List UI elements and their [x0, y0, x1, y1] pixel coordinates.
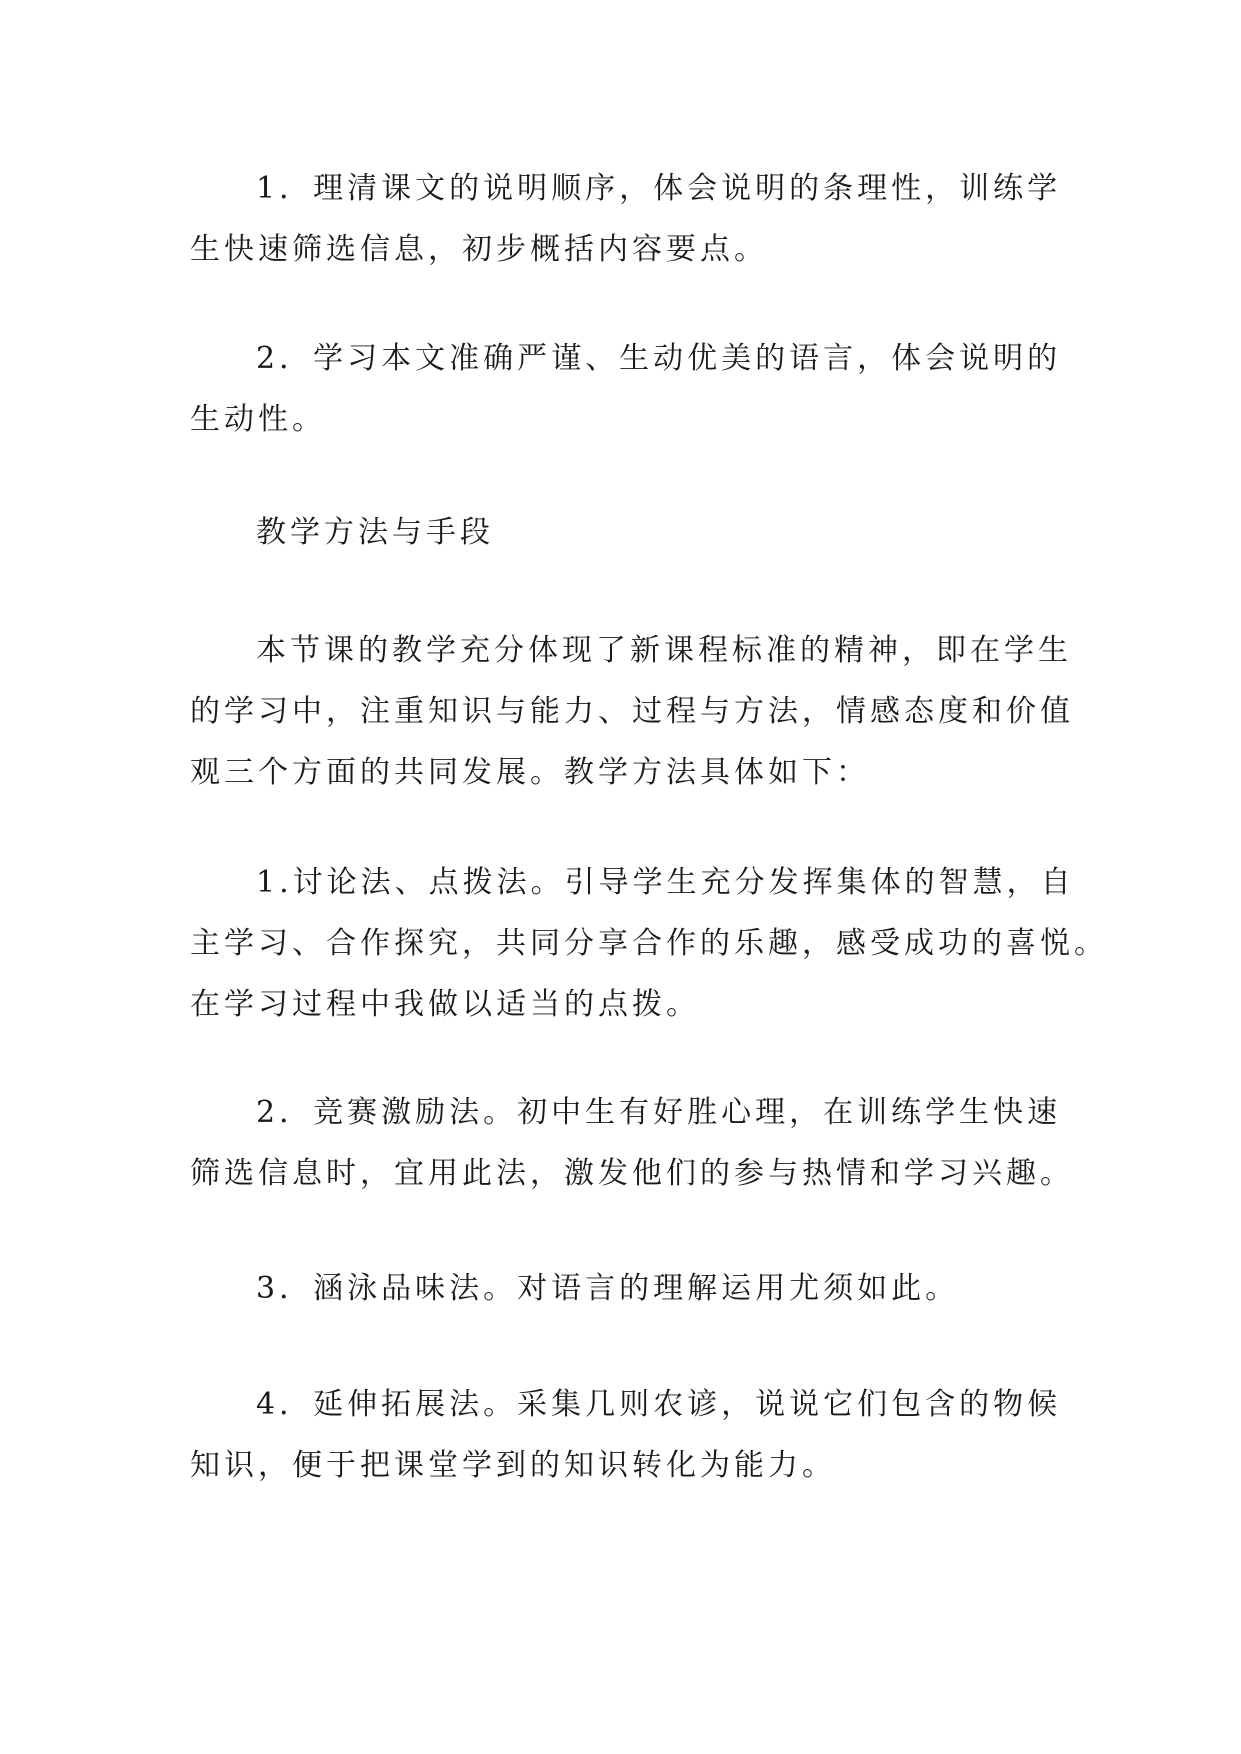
paragraph-line: 筛选信息时，宜用此法，激发他们的参与热情和学习兴趣。	[190, 1156, 1074, 1191]
paragraph-line: 1.讨论法、点拨法。引导学生充分发挥集体的智慧，自	[256, 865, 1075, 900]
paragraph-line: 生快速筛选信息，初步概括内容要点。	[190, 232, 768, 267]
paragraph-line: 生动性。	[190, 402, 326, 437]
paragraph-line: 3．涵泳品味法。对语言的理解运用尤须如此。	[256, 1271, 960, 1306]
paragraph-line: 在学习过程中我做以适当的点拨。	[190, 987, 700, 1022]
paragraph-method-3	[190, 1258, 1070, 1319]
paragraph-line: 4．延伸拓展法。采集几则农谚，说说它们包含的物候	[256, 1387, 1062, 1422]
paragraph-line: 2．竞赛激励法。初中生有好胜心理，在训练学生快速	[256, 1095, 1062, 1130]
paragraph-method-1	[190, 852, 1108, 1035]
paragraph-line: 的学习中，注重知识与能力、过程与方法，情感态度和价值	[190, 694, 1074, 729]
paragraph-objective-2	[190, 328, 1070, 450]
paragraph-line: 本节课的教学充分体现了新课程标准的精神，即在学生	[256, 633, 1072, 668]
section-heading	[190, 502, 1070, 563]
paragraph-line: 观三个方面的共同发展。教学方法具体如下：	[190, 755, 870, 790]
paragraph-line: 主学习、合作探究，共同分享合作的乐趣，感受成功的喜悦。	[190, 926, 1108, 961]
heading-text: 教学方法与手段	[256, 515, 494, 550]
paragraph-line: 1．理清课文的说明顺序，体会说明的条理性，训练学	[256, 171, 1062, 206]
paragraph-method-2	[190, 1082, 1074, 1204]
paragraph-intro	[190, 620, 1074, 803]
paragraph-objective-1	[190, 158, 1070, 280]
paragraph-method-4	[190, 1374, 1070, 1496]
paragraph-line: 知识，便于把课堂学到的知识转化为能力。	[190, 1448, 836, 1483]
paragraph-line: 2．学习本文准确严谨、生动优美的语言，体会说明的	[256, 341, 1062, 376]
